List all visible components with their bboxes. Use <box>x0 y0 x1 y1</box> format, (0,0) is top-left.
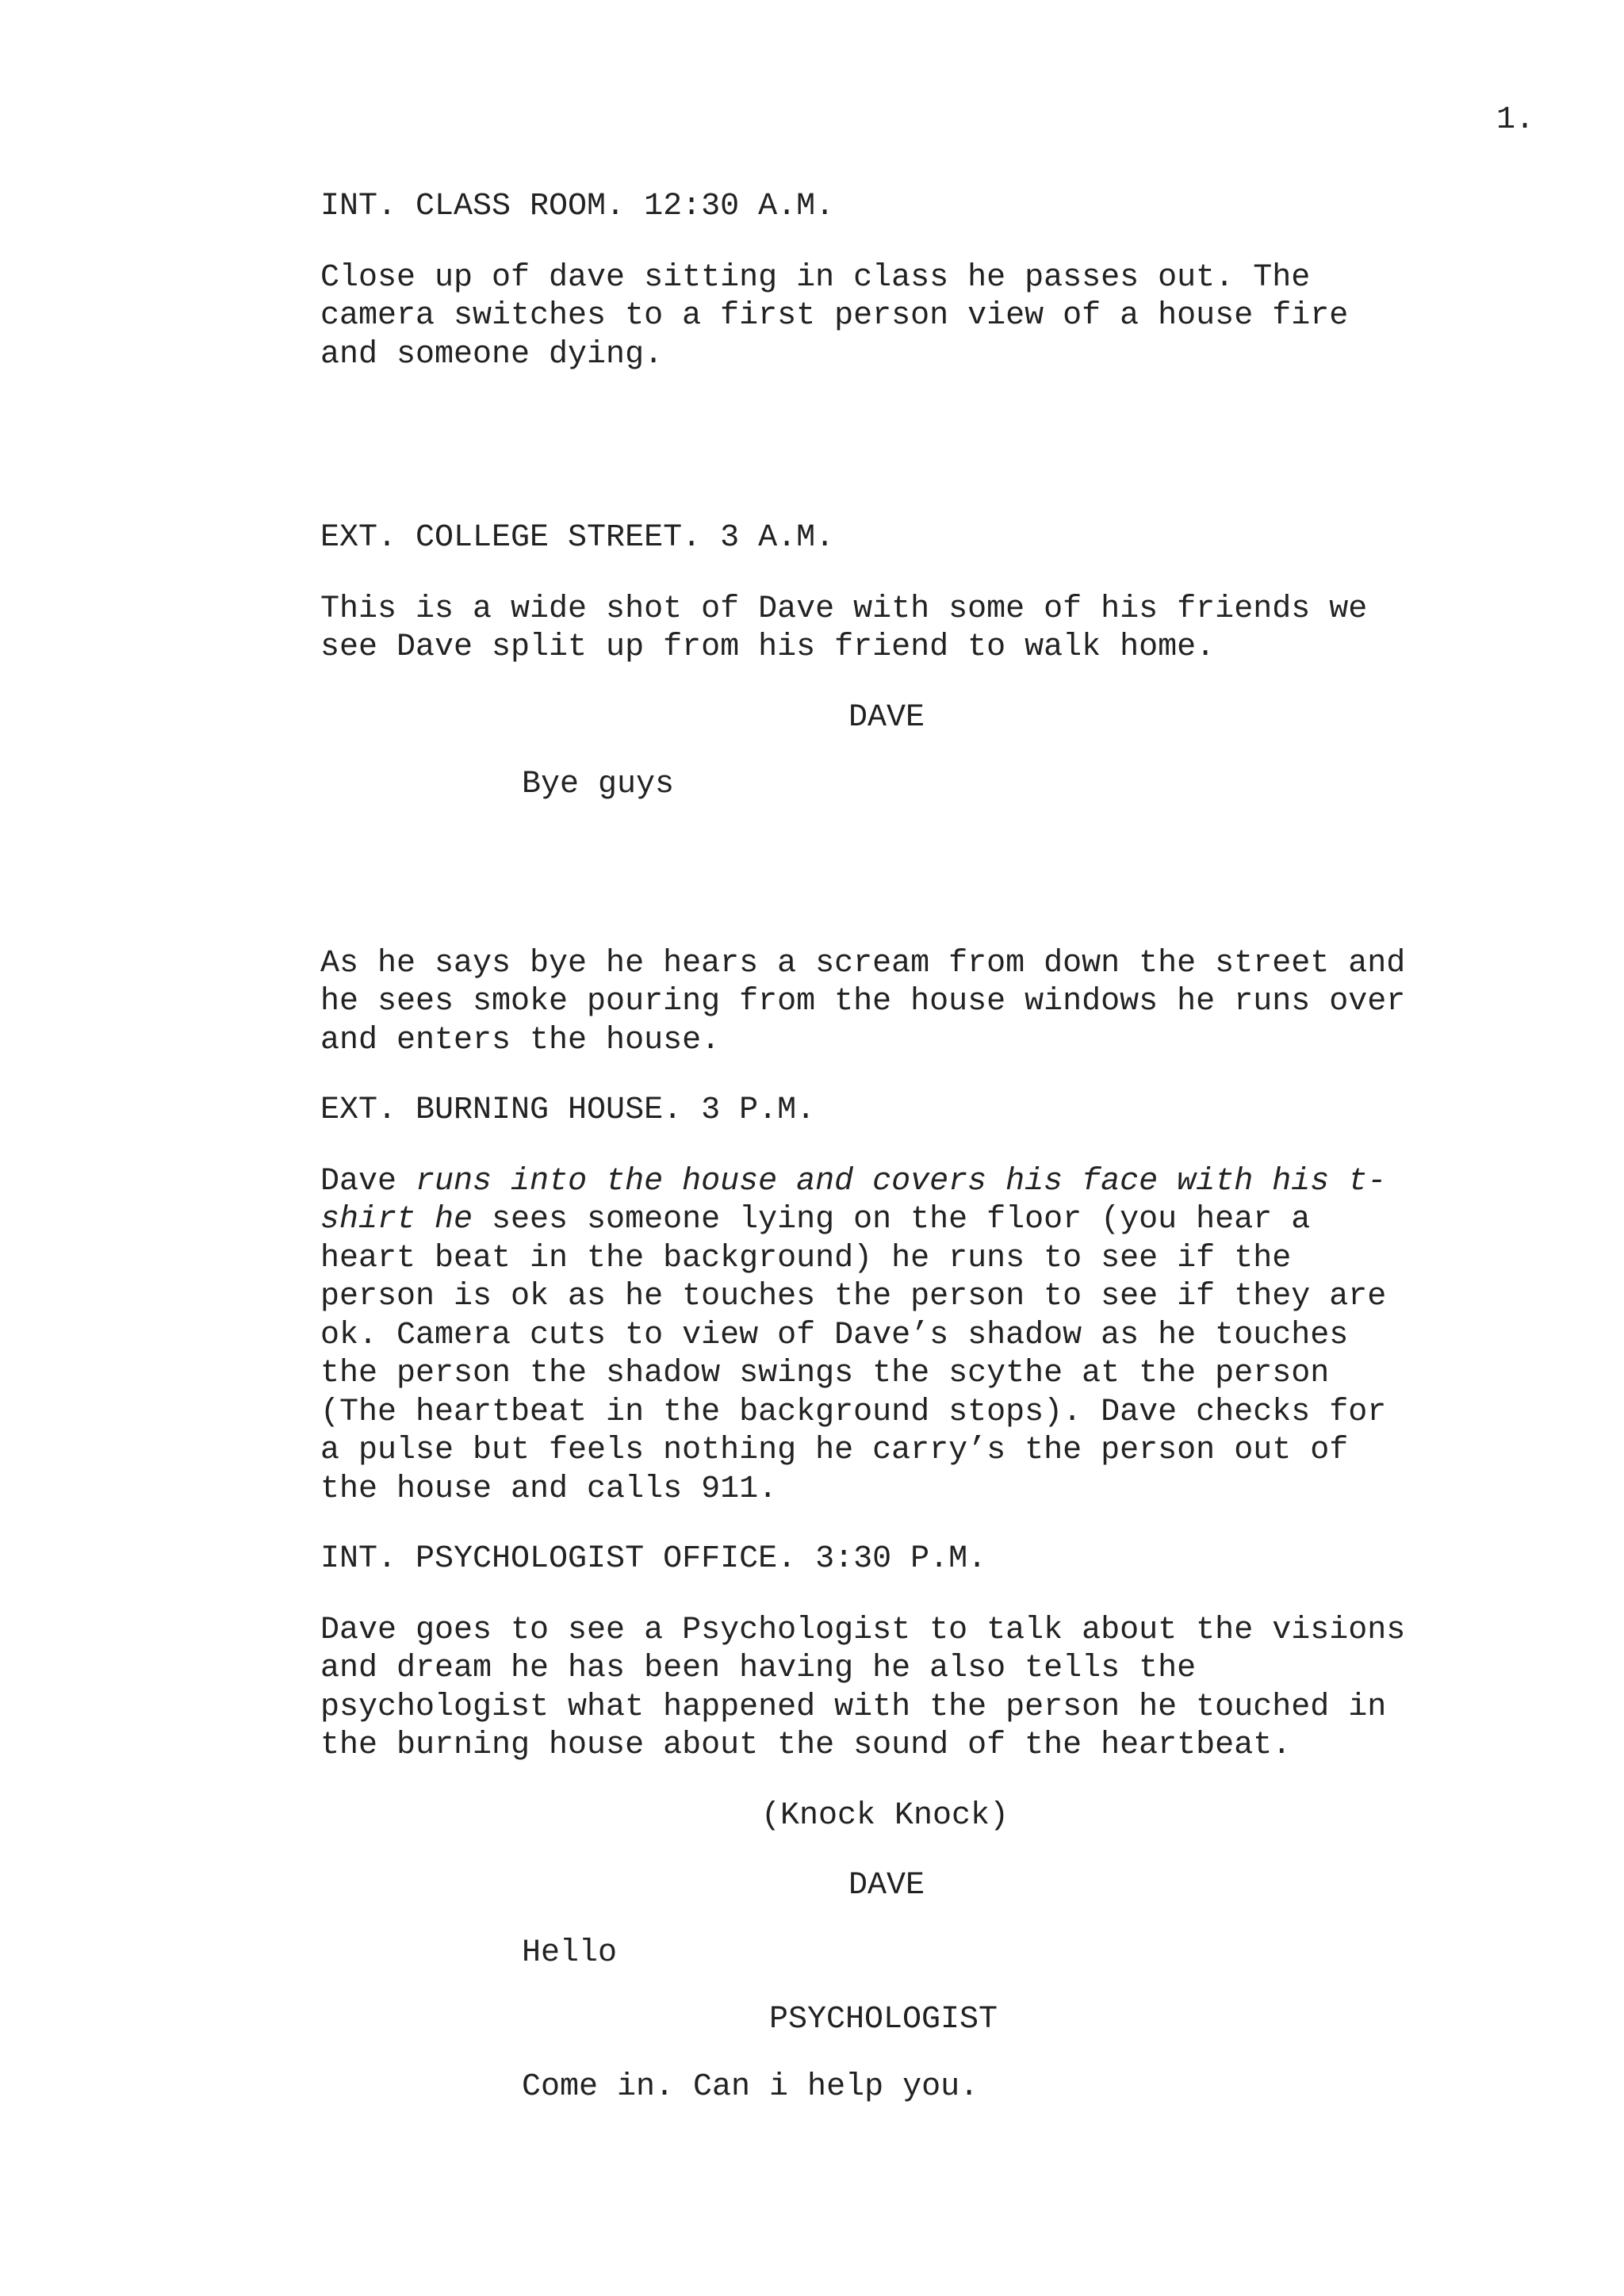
action-line: the person the shadow swings the scythe at the person <box>320 1356 1330 1391</box>
action-line: he sees smoke pouring from the house windows he runs over <box>320 984 1406 1020</box>
spacer <box>320 1579 1470 1612</box>
spacer <box>320 1509 1470 1540</box>
action-line: psychologist what happened with the person he touched in <box>320 1689 1387 1725</box>
action-text: sees someone lying on the floor (you hear a <box>473 1202 1311 1238</box>
dialogue: Hello <box>522 1934 618 1971</box>
action-line: and dream he has been having he also tells the <box>320 1651 1197 1686</box>
action-line: (The heartbeat in the background stops). Dave checks for <box>320 1394 1387 1430</box>
action-line: Dave goes to see a Psychologist to talk about the visions <box>320 1612 1406 1648</box>
scene-heading: INT. PSYCHOLOGIST OFFICE. 3:30 P.M. <box>320 1541 987 1577</box>
scene-heading: EXT. COLLEGE STREET. 3 A.M. <box>320 520 835 556</box>
action-italic-text: runs into the house and covers his face with his t- <box>416 1163 1387 1200</box>
action-line: person is ok as he touches the person to see if they are <box>320 1279 1387 1314</box>
action-line: and enters the house. <box>320 1022 721 1058</box>
spacer <box>320 558 1470 591</box>
spacer <box>320 227 1470 259</box>
parenthetical: (Knock Knock) <box>761 1797 1009 1834</box>
action-block <box>320 259 1470 375</box>
script-body <box>320 188 1470 2107</box>
spacer <box>320 2040 1470 2068</box>
spacer <box>320 737 1470 766</box>
page-number: 1. <box>1496 102 1534 138</box>
action-block <box>320 1163 1470 1510</box>
spacer <box>320 374 1470 519</box>
spacer <box>320 1906 1470 1934</box>
action-block <box>320 1612 1470 1766</box>
spacer <box>320 1835 1470 1867</box>
scene-heading: INT. CLASS ROOM. 12:30 A.M. <box>320 189 835 224</box>
spacer <box>320 1131 1470 1163</box>
action-line: This is a wide shot of Dave with some of his friends we <box>320 591 1368 627</box>
action-line: heart beat in the background) he runs to see if the <box>320 1240 1292 1276</box>
action-block <box>320 591 1470 668</box>
action-line <box>320 1163 1470 1202</box>
action-line: camera switches to a first person view of a house fire <box>320 298 1349 334</box>
action-line: a pulse but feels nothing he carry’s the person out of <box>320 1433 1349 1468</box>
character-name: PSYCHOLOGIST <box>769 2002 998 2038</box>
spacer <box>320 1973 1470 2001</box>
character-name: DAVE <box>848 1868 925 1904</box>
action-line: ok. Camera cuts to view of Dave’s shadow as he touches <box>320 1317 1349 1353</box>
spacer <box>320 1060 1470 1092</box>
action-line: As he says bye he hears a scream from down the street and <box>320 945 1406 982</box>
action-line: and someone dying. <box>320 336 664 373</box>
spacer <box>320 1766 1470 1797</box>
action-line <box>320 1201 1470 1240</box>
action-line: Close up of dave sitting in class he passes out. The <box>320 259 1311 296</box>
scene-heading: EXT. BURNING HOUSE. 3 P.M. <box>320 1093 816 1128</box>
dialogue: Come in. Can i help you. <box>522 2068 979 2105</box>
spacer <box>320 668 1470 699</box>
spacer <box>320 805 1470 945</box>
action-italic-text: shirt he <box>320 1202 473 1238</box>
action-text: Dave <box>320 1163 416 1200</box>
action-block <box>320 945 1470 1061</box>
action-line: see Dave split up from his friend to walk home. <box>320 629 1216 665</box>
action-line: the burning house about the sound of the heartbeat. <box>320 1728 1292 1763</box>
action-line: the house and calls 911. <box>320 1471 778 1507</box>
dialogue: Bye guys <box>522 767 675 802</box>
character-name: DAVE <box>848 699 925 736</box>
